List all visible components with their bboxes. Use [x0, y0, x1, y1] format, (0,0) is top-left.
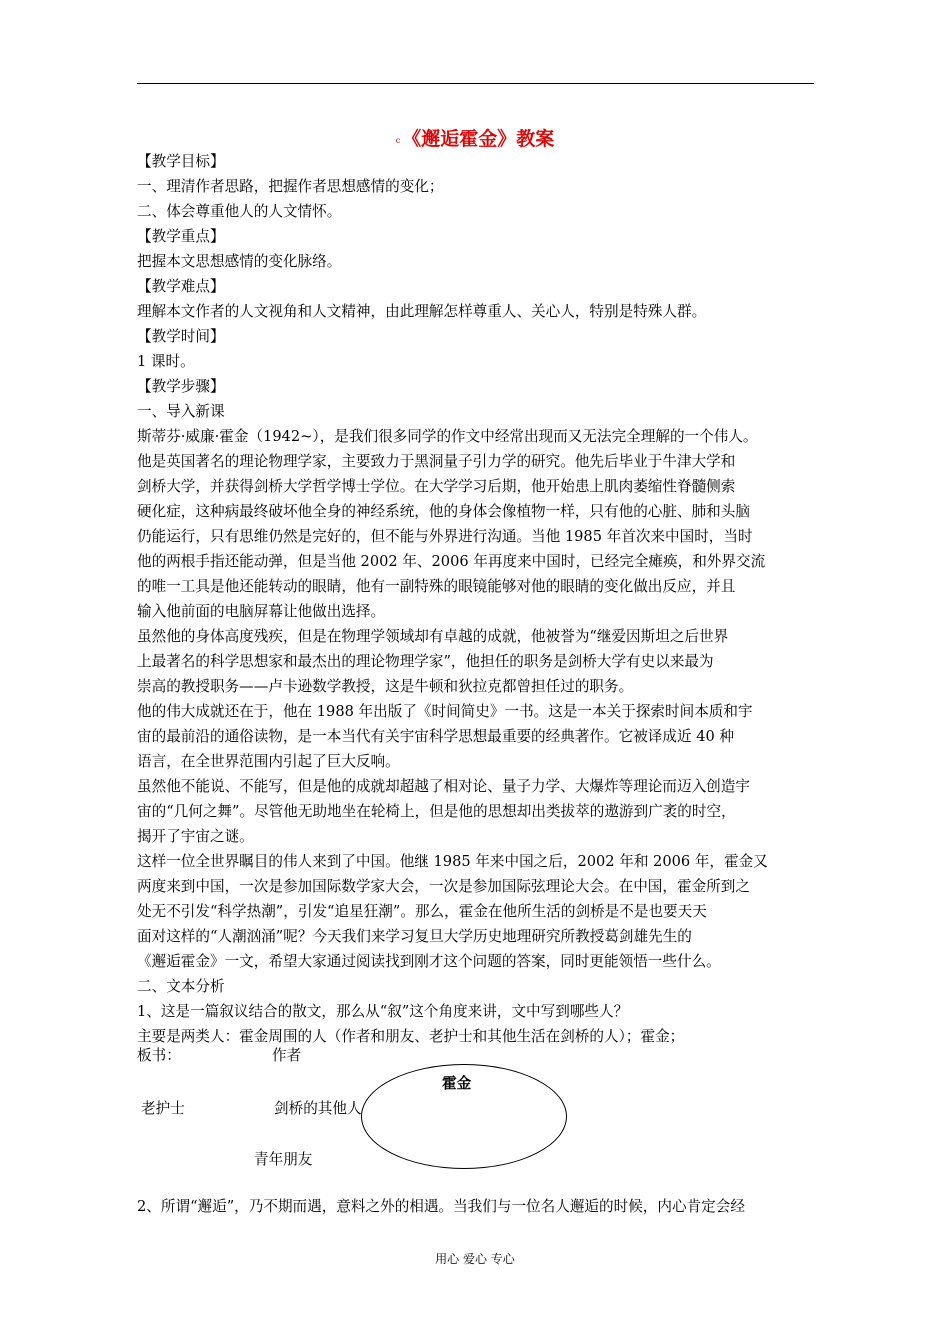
text-line: 【教学目标】: [137, 153, 225, 170]
text-line: 语言，在全世界范围内引起了巨大反响。: [137, 753, 400, 770]
text-line: 【教学时间】: [137, 328, 225, 345]
text-line: 输入他前面的电脑屏幕让他做出选择。: [137, 603, 386, 620]
document-title: [0, 124, 950, 151]
title-text: 《邂逅霍金》教案: [402, 128, 555, 150]
text-line: 宙的最前沿的通俗读物，是一本当代有关宇宙科学思想最重要的经典著作。它被译成近 40 种: [137, 728, 735, 745]
text-line: 1、这是一篇叙议结合的散文，那么从“叙”这个角度来讲，文中写到哪些人？: [137, 1003, 629, 1020]
text-line: 虽然他的身体高度残疾，但是在物理学领域却有卓越的成就，他被誉为“继爱因斯坦之后世界: [137, 628, 729, 645]
text-line: 揭开了宇宙之谜。: [137, 828, 254, 845]
board-friend: 青年朋友: [254, 1151, 313, 1168]
board-label: 板书：: [137, 1047, 181, 1064]
text-line: 理解本文作者的人文视角和人文精神，由此理解怎样尊重人、关心人，特别是特殊人群。: [137, 303, 707, 320]
text-line: 他的两根手指还能动弹，但是当他 2002 年、2006 年再度来中国时，已经完全瘫痪，和外界交流: [137, 553, 766, 570]
board-author: 作者: [272, 1047, 302, 1064]
text-line: 两度来到中国，一次是参加国际数学家大会，一次是参加国际弦理论大会。在中国，霍金所到之: [137, 878, 750, 895]
text-line: 把握本文思想感情的变化脉络。: [137, 253, 342, 270]
text-line: 二、文本分析: [137, 978, 225, 995]
text-line: 1 课时。: [137, 353, 195, 370]
closing-line: 2、所谓“邂逅”，乃不期而遇，意料之外的相遇。当我们与一位名人邂逅的时候，内心肯定会经: [137, 1198, 745, 1215]
text-line: 这样一位全世界瞩目的伟人来到了中国。他继 1985 年来中国之后，2002 年和 2006 年，霍金又: [137, 853, 768, 870]
text-line: 【教学步骤】: [137, 378, 225, 395]
text-line: 他是英国著名的理论物理学家，主要致力于黑洞量子引力学的研究。他先后毕业于牛津大学和: [137, 453, 736, 470]
text-line: 处无不引发“科学热潮”，引发“追星狂潮”。那么，霍金在他所生活的剑桥是不是也要天天: [137, 903, 707, 920]
text-line: 崇高的教授职务——卢卡逊数学教授，这是牛顿和狄拉克都曾担任过的职务。: [137, 678, 634, 695]
text-line: 主要是两类人：霍金周围的人（作者和朋友、老护士和其他生活在剑桥的人）；霍金；: [137, 1028, 685, 1045]
text-line: 二、体会尊重他人的人文情怀。: [137, 203, 342, 220]
body-text: [137, 149, 817, 1049]
board-center: 霍金: [442, 1075, 472, 1092]
text-line: 面对这样的“人潮汹涌”呢？今天我们来学习复旦大学历史地理研究所教授葛剑雄先生的: [137, 928, 692, 945]
text-line: 【教学难点】: [137, 278, 225, 295]
text-line: 一、导入新课: [137, 403, 225, 420]
board-nurse: 老护士: [141, 1100, 185, 1117]
text-line: 【教学重点】: [137, 228, 225, 245]
board-others: 剑桥的其他人: [274, 1100, 362, 1117]
text-line: 的唯一工具是他还能转动的眼睛，他有一副特殊的眼镜能够对他的眼睛的变化做出反应，并且: [137, 578, 736, 595]
text-line: 他的伟大成就还在于，他在 1988 年出版了《时间简史》一书。这是一本关于探索时间本质和宇: [137, 703, 753, 720]
text-line: 仍能运行，只有思维仍然是完好的，但不能与外界进行沟通。当他 1985 年首次来中国时，当时: [137, 528, 753, 545]
title-mark: c: [395, 135, 401, 145]
text-line: 《邂逅霍金》一文，希望大家通过阅读找到刚才这个问题的答案，同时更能领悟一些什么。: [137, 953, 721, 970]
page-footer: 用心 爱心 专心: [435, 1252, 515, 1266]
text-line: 剑桥大学，并获得剑桥大学哲学博士学位。在大学学习后期，他开始患上肌肉萎缩性脊髓侧索: [137, 478, 736, 495]
text-line: 宙的“几何之舞”。尽管他无助地坐在轮椅上，但是他的思想却出类拔萃的遨游到广袤的时空，: [137, 803, 736, 820]
header-rule: [137, 83, 814, 84]
text-line: 一、理清作者思路，把握作者思想感情的变化；: [137, 178, 444, 195]
text-line: 虽然他不能说、不能写，但是他的成就却超越了相对论、量子力学、大爆炸等理论而迈入创造宇: [137, 778, 750, 795]
board-diagram: [137, 1044, 817, 1184]
text-line: 斯蒂芬·威廉·霍金（1942~），是我们很多同学的作文中经常出现而又无法完全理解的一个伟人。: [137, 428, 758, 445]
text-line: 硬化症，这种病最终破坏他全身的神经系统，他的身体会像植物一样，只有他的心脏、肺和头脑: [137, 503, 750, 520]
text-line: 上最著名的科学思想家和最杰出的理论物理学家”，他担任的职务是剑桥大学有史以来最为: [137, 653, 714, 670]
